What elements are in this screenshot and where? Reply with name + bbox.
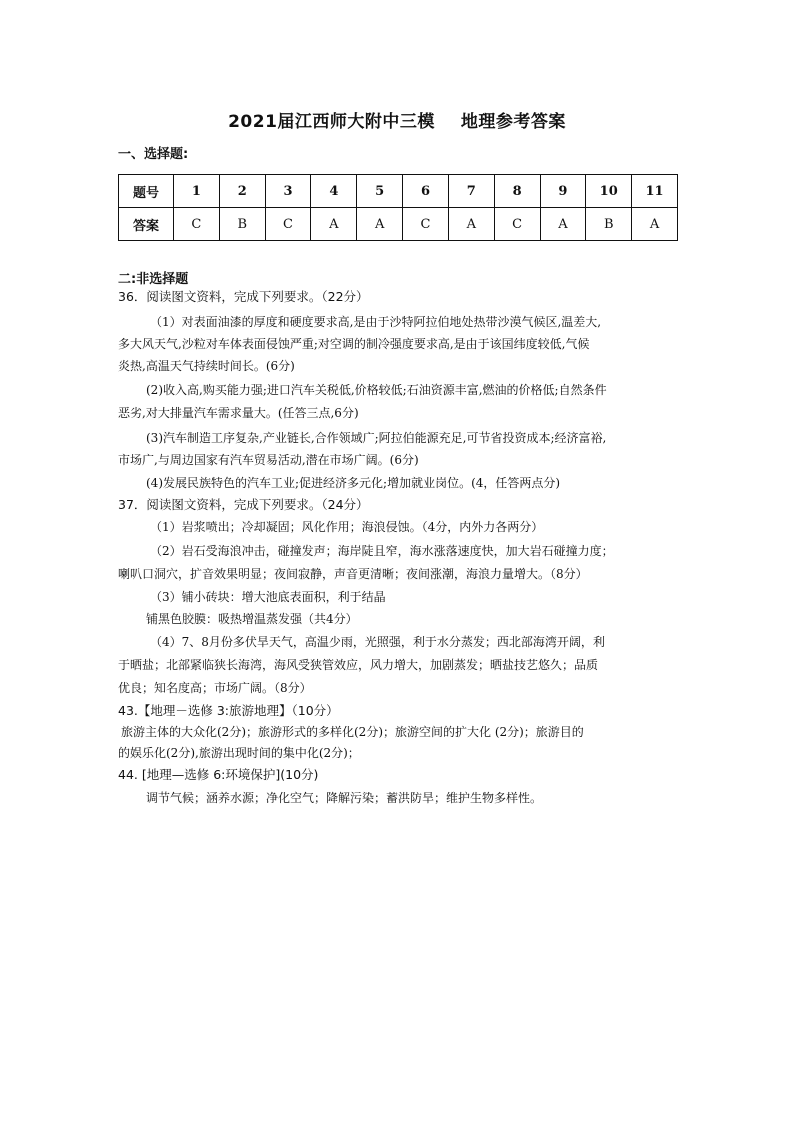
page-title: [0, 107, 794, 132]
row-header-number: 题号: [119, 175, 174, 208]
answer-cell: C: [174, 208, 220, 241]
answer-cell: B: [219, 208, 265, 241]
answer-cell: C: [403, 208, 449, 241]
q37-answer-1-line: （1）岩浆喷出；冷却凝固；风化作用；海浪侵蚀。（4分，内外力各两分）: [150, 520, 544, 534]
q37-answer-3-line: 铺黑色胶膜：吸热增温蒸发强（共4分）: [146, 612, 358, 626]
answer-cell: A: [632, 208, 678, 241]
answer-cell: A: [540, 208, 586, 241]
question-number: 3: [265, 175, 311, 208]
question-number: 1: [174, 175, 220, 208]
q37-answer-4-line: 于晒盐；北部紧临狭长海湾，海风受狭管效应，风力增大，加剧蒸发；晒盐技艺悠久；品质: [118, 658, 599, 672]
q37-title: 37．阅读图文资料，完成下列要求。（24分）: [118, 497, 369, 512]
q43-title: 43.【地理－选修 3:旅游地理】（10分）: [118, 703, 339, 718]
q36-answer-2-line: 恶劣,对大排量汽车需求量大。(任答三点,6分): [118, 406, 359, 420]
row-header-answer: 答案: [119, 208, 174, 241]
answer-cell: A: [311, 208, 357, 241]
question-number: 10: [586, 175, 632, 208]
q36-answer-3-line: (3)汽车制造工序复杂,产业链长,合作领域广;阿拉伯能源充足,可节省投资成本;经济富裕,: [146, 431, 607, 445]
question-number: 7: [448, 175, 494, 208]
q44-title: 44. [地理—选修 6:环境保护](10分): [118, 767, 319, 782]
question-number: 2: [219, 175, 265, 208]
question-number: 4: [311, 175, 357, 208]
q36-answer-1-line: 多大风天气,沙粒对车体表面侵蚀严重;对空调的制冷强度要求高,是由于该国纬度较低,气候: [118, 337, 590, 351]
answer-cell: C: [265, 208, 311, 241]
question-number: 11: [632, 175, 678, 208]
answer-table-number-row: [119, 175, 678, 208]
q36-answer-4-line: (4)发展民族特色的汽车工业;促进经济多元化;增加就业岗位。(4，任答两点分): [146, 476, 561, 490]
question-number: 8: [494, 175, 540, 208]
q37-answer-2-line: 喇叭口洞穴，扩音效果明显；夜间寂静，声音更清晰；夜间涨潮，海浪力量增大。（8分）: [118, 567, 588, 581]
q37-answer-4-line: 优良；知名度高；市场广阔。（8分）: [118, 681, 312, 695]
section-multiple-choice-heading: 一、选择题:: [118, 147, 189, 162]
q44-answer-line: 调节气候；涵养水源；净化空气；降解污染；蓄洪防旱；维护生物多样性。: [146, 791, 543, 805]
answer-cell: C: [494, 208, 540, 241]
answer-cell: B: [586, 208, 632, 241]
q36-title: 36．阅读图文资料，完成下列要求。（22分）: [118, 289, 369, 304]
q36-answer-3-line: 市场广,与周边国家有汽车贸易活动,潜在市场广阔。(6分): [118, 453, 419, 467]
answer-cell: A: [357, 208, 403, 241]
question-number: 6: [403, 175, 449, 208]
answer-table-answer-row: [119, 208, 678, 241]
q36-answer-2-line: (2)收入高,购买能力强;进口汽车关税低,价格较低;石油资源丰富,燃油的价格低;自然条件: [146, 383, 607, 397]
q37-answer-2-line: （2）岩石受海浪冲击，碰撞发声；海岸陡且窄，海水涨落速度快，加大岩石碰撞力度；: [150, 544, 614, 558]
q37-answer-3-line: （3）铺小砖块：增大池底表面积，利于结晶: [150, 590, 386, 604]
section-free-response-heading: 二:非选择题: [118, 272, 189, 287]
question-number: 5: [357, 175, 403, 208]
q43-answer-line: 旅游主体的大众化(2分)；旅游形式的多样化(2分)；旅游空间的扩大化 (2分)；旅游目的: [121, 725, 584, 739]
title-exam-name: 2021届江西师大附中三模: [228, 112, 435, 132]
answer-table: [118, 174, 678, 241]
title-subject: 地理参考答案: [460, 112, 566, 132]
question-number: 9: [540, 175, 586, 208]
q36-answer-1-line: 炎热,高温天气持续时间长。(6分): [118, 359, 295, 373]
answer-cell: A: [448, 208, 494, 241]
q43-answer-line: 的娱乐化(2分),旅游出现时间的集中化(2分)；: [118, 746, 360, 760]
q37-answer-4-line: （4）7、8月份多伏旱天气，高温少雨，光照强，利于水分蒸发；西北部海湾开阔，利: [150, 635, 605, 649]
q36-answer-1-line: （1）对表面油漆的厚度和硬度要求高,是由于沙特阿拉伯地处热带沙漠气候区,温差大,: [150, 315, 602, 329]
